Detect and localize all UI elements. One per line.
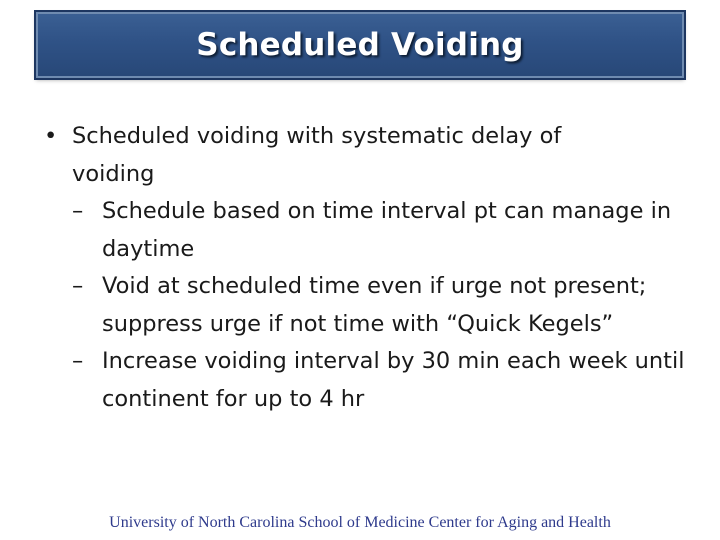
bullet-list	[0, 118, 720, 418]
sub-bullet-text: Void at scheduled time even if urge not present; suppress urge if not time with “Quick Kegels”	[102, 273, 647, 337]
dash-marker: –	[72, 273, 84, 299]
sub-bullet-text: Schedule based on time interval pt can manage in daytime	[102, 198, 672, 262]
dash-marker: –	[72, 198, 84, 224]
bullet-item	[0, 118, 632, 193]
slide-title: Scheduled Voiding	[196, 27, 524, 63]
sub-bullet-item	[0, 193, 686, 268]
sub-bullet-item	[0, 268, 686, 343]
title-banner	[36, 12, 684, 78]
sub-bullet-item	[0, 343, 686, 418]
sub-bullet-text: Increase voiding interval by 30 min each week until continent for up to 4 hr	[102, 348, 685, 412]
footer-credit: University of North Carolina School of Medicine Center for Aging and Health	[109, 514, 611, 531]
bullet-marker: •	[44, 123, 58, 149]
bullet-text: Scheduled voiding with systematic delay of voiding	[72, 123, 562, 187]
dash-marker: –	[72, 348, 84, 374]
